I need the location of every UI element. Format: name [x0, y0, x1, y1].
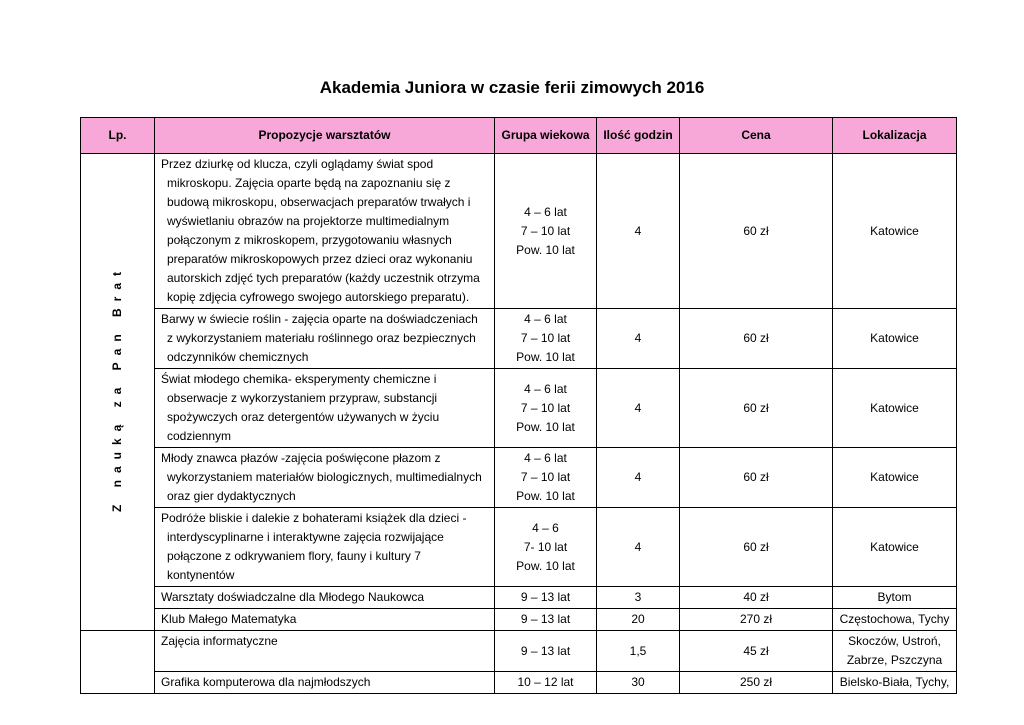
description-line: z wykorzystaniem materiału roślinnego oraz bezpiecznych: [167, 331, 476, 345]
workshop-description: [155, 154, 495, 309]
workshop-description: [155, 609, 495, 631]
location-cell: Skoczów, Ustroń, Zabrze, Pszczyna: [833, 631, 957, 672]
location-cell: Katowice: [833, 309, 957, 369]
table-row: [81, 508, 957, 587]
age-group-cell: [495, 369, 597, 448]
table-row: [81, 631, 957, 672]
hours-cell: 20: [597, 609, 680, 631]
description-line: interdyscyplinarne i interaktywne zajęcia rozwijające: [167, 530, 444, 544]
location-cell: Bytom: [833, 587, 957, 609]
header-age-group: Grupa wiekowa: [495, 118, 597, 154]
header-price: Cena: [680, 118, 833, 154]
workshop-description: [155, 369, 495, 448]
price-cell: 60 zł: [680, 448, 833, 508]
age-group-cell: [495, 309, 597, 369]
age-group-line: 7- 10 lat: [523, 539, 568, 554]
age-group-line: Pow. 10 lat: [516, 350, 575, 364]
age-group-line: 4 – 6 lat: [524, 451, 567, 465]
description-line: mikroskopu. Zajęcia oparte będą na zapoznaniu się z: [167, 176, 451, 190]
location-cell: Bielsko-Biała, Tychy,: [833, 672, 957, 694]
location-cell: Katowice: [833, 508, 957, 587]
workshops-table: [80, 117, 957, 694]
location-cell: Katowice: [833, 154, 957, 309]
location-cell: Katowice: [833, 448, 957, 508]
description-line: Przez dziurkę od klucza, czyli oglądamy świat spod: [161, 157, 434, 171]
age-group-line: 9 – 13 lat: [520, 612, 571, 626]
workshop-description: [155, 631, 495, 672]
group-label: Z nauką za Pan Brat: [110, 265, 124, 513]
description-line: połączone z odkrywaniem flory, fauny i kultury 7: [167, 549, 421, 563]
age-group-cell: [495, 631, 597, 672]
description-line: kopię zdjęcia cyfrowego swojego autorskiego preparatu).: [167, 290, 470, 304]
age-group-cell: [495, 508, 597, 587]
description-line: Klub Małego Matematyka: [161, 612, 297, 626]
price-cell: 60 zł: [680, 154, 833, 309]
price-cell: 45 zł: [680, 631, 833, 672]
table-row: [81, 309, 957, 369]
location-cell: Katowice: [833, 369, 957, 448]
description-line: autorskich zdjęć tych preparatów (każdy uczestnik otrzyma: [167, 271, 480, 285]
description-line: Barwy w świecie roślin - zajęcia oparte na doświadczeniach: [161, 312, 478, 326]
table-row: [81, 587, 957, 609]
description-line: Zajęcia informatyczne: [161, 634, 278, 648]
age-group-line: 4 – 6 lat: [524, 381, 567, 396]
description-line: Świat młodego chemika- eksperymenty chemiczne i: [161, 372, 437, 386]
header-row: [81, 118, 957, 154]
age-group-line: 7 – 10 lat: [520, 223, 571, 238]
age-group-line: 9 – 13 lat: [520, 590, 571, 604]
price-cell: 40 zł: [680, 587, 833, 609]
description-line: wykorzystaniem materiałów biologicznych, multimedialnych: [167, 470, 482, 484]
hours-cell: 4: [597, 154, 680, 309]
description-line: obserwacje z wykorzystaniem przypraw, substancji: [167, 391, 438, 405]
age-group-cell: [495, 587, 597, 609]
age-group-line: Pow. 10 lat: [516, 558, 575, 573]
age-group-line: 7 – 10 lat: [520, 470, 571, 484]
page-title: Akademia Juniora w czasie ferii zimowych 2016: [319, 78, 705, 97]
age-group-line: 7 – 10 lat: [520, 400, 571, 415]
description-line: spożywczych oraz detergentów używanych w życiu: [167, 410, 440, 424]
header-location: Lokalizacja: [833, 118, 957, 154]
workshop-description: [155, 448, 495, 508]
hours-cell: 1,5: [597, 631, 680, 672]
description-line: Młody znawca płazów -zajęcia poświęcone płazom z: [161, 451, 441, 465]
description-line: codziennym: [167, 429, 232, 443]
table-row: [81, 609, 957, 631]
description-line: połączonym z mikroskopem, przygotowaniu własnych: [167, 233, 452, 247]
price-cell: 270 zł: [680, 609, 833, 631]
description-line: Warsztaty doświadczalne dla Młodego Naukowca: [161, 590, 425, 604]
age-group-line: 7 – 10 lat: [520, 331, 571, 345]
age-group-cell: [495, 609, 597, 631]
age-group-line: 10 – 12 lat: [517, 675, 574, 689]
description-line: Podróże bliskie i dalekie z bohaterami książek dla dzieci -: [161, 511, 467, 525]
location-cell: Częstochowa, Tychy: [833, 609, 957, 631]
description-line: preparatów mikroskopowych przez dzieci oraz wykonaniu: [167, 252, 473, 266]
hours-cell: 4: [597, 369, 680, 448]
hours-cell: 3: [597, 587, 680, 609]
age-group-cell: [495, 154, 597, 309]
workshop-description: [155, 672, 495, 694]
price-cell: 60 zł: [680, 369, 833, 448]
description-line: Grafika komputerowa dla najmłodszych: [161, 675, 371, 689]
table-row: [81, 369, 957, 448]
table-body: [81, 154, 957, 694]
description-line: oraz gier dydaktycznych: [167, 489, 296, 503]
price-cell: 60 zł: [680, 508, 833, 587]
lp-cell: [81, 631, 155, 694]
hours-cell: 30: [597, 672, 680, 694]
age-group-line: Pow. 10 lat: [516, 489, 575, 503]
workshop-description: [155, 508, 495, 587]
header-hours: Ilość godzin: [597, 118, 680, 154]
price-cell: 250 zł: [680, 672, 833, 694]
description-line: kontynentów: [167, 568, 235, 582]
age-group-cell: [495, 448, 597, 508]
table-row: [81, 154, 957, 309]
table-row: [81, 448, 957, 508]
workshop-description: [155, 587, 495, 609]
age-group-line: 4 – 6 lat: [524, 312, 567, 326]
table-row: [81, 672, 957, 694]
hours-cell: 4: [597, 508, 680, 587]
age-group-line: Pow. 10 lat: [516, 419, 575, 434]
description-line: wyświetlaniu obrazów na projektorze multimedialnym: [167, 214, 450, 228]
hours-cell: 4: [597, 309, 680, 369]
age-group-line: 4 – 6 lat: [524, 204, 567, 219]
age-group-line: 4 – 6: [532, 520, 559, 535]
group-label-cell: [81, 154, 155, 631]
header-lp: Lp.: [81, 118, 155, 154]
price-cell: 60 zł: [680, 309, 833, 369]
workshop-description: [155, 309, 495, 369]
age-group-line: 9 – 13 lat: [520, 643, 571, 658]
description-line: budową mikroskopu, obserwacjach preparatów trwałych i: [167, 195, 471, 209]
hours-cell: 4: [597, 448, 680, 508]
description-line: odczynników chemicznych: [167, 350, 309, 364]
header-workshops: Propozycje warsztatów: [155, 118, 495, 154]
age-group-cell: [495, 672, 597, 694]
age-group-line: Pow. 10 lat: [516, 242, 575, 257]
